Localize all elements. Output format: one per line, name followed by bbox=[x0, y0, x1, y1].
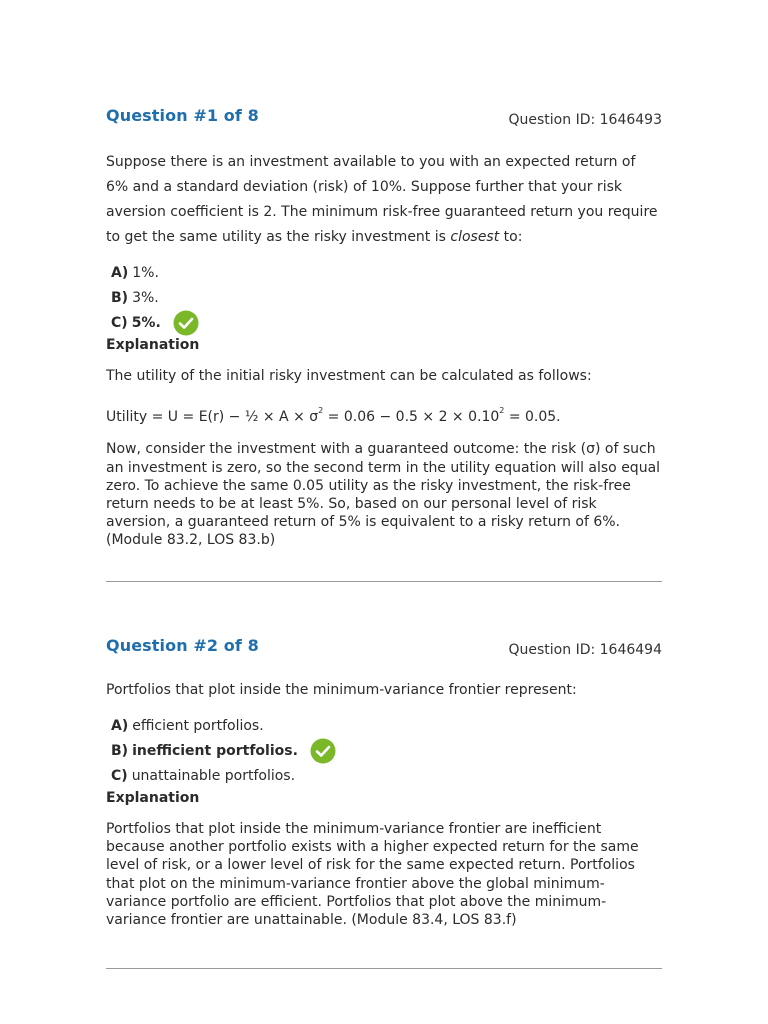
option-text: 1%. bbox=[132, 264, 159, 281]
formula-part: = 0.06 − 0.5 × 2 × 0.10 bbox=[323, 409, 500, 426]
check-circle-icon bbox=[173, 310, 199, 336]
option-letter: A) bbox=[111, 264, 129, 281]
answer-options bbox=[106, 260, 662, 335]
question-1 bbox=[106, 106, 662, 550]
stem-text-end: to: bbox=[499, 229, 523, 245]
question-title: Question #2 of 8 bbox=[106, 636, 259, 655]
option-text: 5%. bbox=[131, 314, 161, 331]
option-b[interactable] bbox=[106, 285, 662, 310]
option-letter: C) bbox=[111, 767, 128, 784]
option-c[interactable] bbox=[106, 310, 662, 335]
explanation-intro: The utility of the initial risky investment can be calculated as follows: bbox=[106, 368, 592, 384]
explanation-body: Now, consider the investment with a guaranteed outcome: the risk (σ) of such an investment is zero, so the second term in the utility equation will also equal zero. To achieve the same 0.05 utility as the risky investment, the risk-free return needs to be at least 5%. So, based on our personal level of risk aversion, a guaranteed return of 5% is equivalent to a risky return of 6%. (Module 83.2, LOS 83.b) bbox=[106, 441, 661, 549]
option-text: 3%. bbox=[132, 289, 159, 306]
divider bbox=[106, 581, 662, 582]
answer-options bbox=[106, 713, 662, 788]
explanation bbox=[106, 820, 662, 929]
question-stem bbox=[106, 150, 662, 250]
option-text: efficient portfolios. bbox=[132, 717, 264, 734]
question-title: Question #1 of 8 bbox=[106, 106, 259, 125]
explanation-heading: Explanation bbox=[106, 790, 200, 806]
option-a[interactable] bbox=[106, 260, 662, 285]
question-header bbox=[106, 636, 662, 666]
explanation bbox=[106, 367, 662, 550]
option-b[interactable] bbox=[106, 738, 662, 763]
option-letter: C) bbox=[111, 314, 128, 331]
formula-part: Utility = U = E(r) − ½ × A × σ bbox=[106, 409, 319, 426]
question-id: Question ID: 1646493 bbox=[508, 112, 662, 128]
option-letter: B) bbox=[111, 742, 129, 759]
option-a[interactable] bbox=[106, 713, 662, 738]
divider bbox=[106, 968, 662, 969]
utility-formula bbox=[106, 402, 662, 426]
question-2 bbox=[106, 636, 662, 929]
option-text: inefficient portfolios. bbox=[132, 742, 298, 759]
question-id: Question ID: 1646494 bbox=[508, 642, 662, 658]
option-text: unattainable portfolios. bbox=[131, 767, 296, 784]
question-header bbox=[106, 106, 662, 136]
formula-superscript: 2 bbox=[318, 406, 324, 416]
formula-superscript: 2 bbox=[499, 406, 505, 416]
stem-emphasis: closest bbox=[450, 229, 500, 245]
formula-part: = 0.05. bbox=[504, 409, 561, 426]
option-c[interactable] bbox=[106, 763, 662, 788]
check-circle-icon bbox=[310, 738, 336, 764]
explanation-heading: Explanation bbox=[106, 337, 200, 353]
option-letter: B) bbox=[111, 289, 129, 306]
stem-text: Suppose there is an investment available to you with an expected return of 6% and a standard deviation (risk) of 10%. Suppose further that your risk aversion coefficient is 2. The minimum risk-free guaranteed return you require to get the same utility as the risky investment is bbox=[106, 154, 658, 245]
explanation-body: Portfolios that plot inside the minimum-variance frontier are inefficient because another portfolio exists with a higher expected return for the same level of risk, or a lower level of risk for the same expected return. Portfolios that plot on the minimum-variance frontier above the global minimum-variance portfolio are efficient. Portfolios that plot above the minimum-variance frontier are unattainable. (Module 83.4, LOS 83.f) bbox=[106, 821, 639, 929]
option-letter: A) bbox=[111, 717, 129, 734]
question-stem: Portfolios that plot inside the minimum-variance frontier represent: bbox=[106, 682, 577, 698]
